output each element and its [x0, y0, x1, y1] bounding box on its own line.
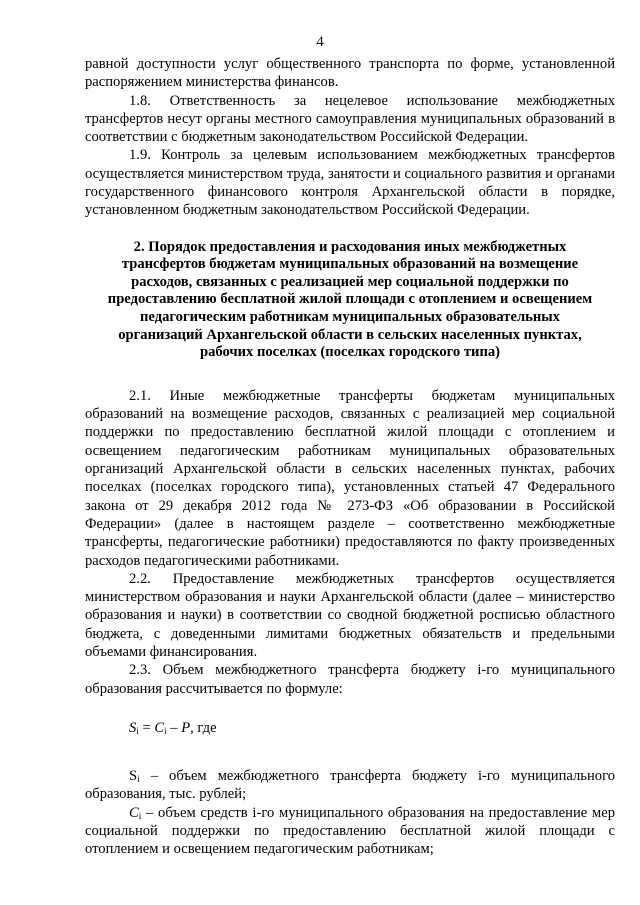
formula: [129, 719, 615, 737]
section-heading: 2. Порядок предоставления и расходования иных межбюджетных трансфертов бюджетам муниципальных образований на возмещение расходов, связанных с реализацией мер социальной поддержки по предоставлению бесплатной жилой площади с отоплением и освещением педагогическим работникам муниципальных образовательных организаций Архангельской области в сельских населенных пунктах, рабочих поселках (поселках городского типа): [107, 238, 593, 361]
formula-s-sub: i: [136, 725, 139, 736]
definition-si-text: – объем межбюджетного трансферта бюджету i-го муниципального образования, тыс. рублей;: [85, 768, 615, 803]
paragraph-continuation: равной доступности услуг общественного транспорта по форме, установленной распоряжением министерства финансов.: [85, 56, 615, 91]
paragraph-1-9: 1.9. Контроль за целевым использованием межбюджетных трансфертов осуществляется министерством труда, занятости и социального развития и органами государственного финансового контроля Архангельской области в порядке, установленном бюджетным законодательством Российской Федерации.: [85, 147, 615, 219]
page-number: 4: [316, 34, 324, 50]
formula-p: P: [181, 719, 191, 736]
paragraph-1-8: 1.8. Ответственность за нецелевое использование межбюджетных трансфертов несут органы местного самоуправления муниципальных образований в соответствии с бюджетным законодательством Российской Федерации.: [85, 92, 615, 146]
formula-s: S: [129, 719, 137, 736]
definition-ci: [85, 804, 615, 859]
paragraph-2-2: 2.2. Предоставление межбюджетных трансфертов осуществляется министерством образования и науки Архангельской области (далее – министерство образования и науки) в соответствии со сводной бюджетной росписью областного бюджета, с доведенными лимитами бюджетных обязательств и предельными объемами финансирования.: [85, 570, 615, 660]
definition-ci-symbol: C: [129, 804, 139, 821]
definition-si-symbol: S: [129, 768, 138, 785]
formula-c-sub: i: [164, 725, 167, 736]
definition-ci-sub: i: [138, 810, 142, 821]
formula-c: C: [154, 719, 165, 736]
formula-eq: =: [138, 719, 155, 736]
definition-si: [85, 767, 615, 804]
paragraph-2-1: 2.1. Иные межбюджетные трансферты бюджетам муниципальных образований на возмещение расходов, связанных с реализацией мер социальной поддержки по предоставлению бесплатной жилой площади с отоплением и освещением педагогическим работникам муниципальных образовательных организаций Архангельской области в сельских населенных пунктах, рабочих поселках (поселках городского типа), установленных статьей 47 Федерального закона от 29 декабря 2012 года № 273-ФЗ «Об образовании в Российской Федерации» (далее в настоящем разделе – соответственно межбюджетные трансферты, педагогические работники) предоставляются по факту произведенных расходов педагогическими работниками.: [85, 387, 615, 569]
paragraph-2-3: 2.3. Объем межбюджетного трансферта бюджету i-го муниципального образования рассчитывается по формуле:: [85, 662, 615, 697]
definition-ci-text: – объем средств i-го муниципального образования на предоставление мер социальной поддержки по предоставлению бесплатной жилой площади с отоплением и освещением педагогическим работникам;: [85, 804, 615, 858]
formula-minus: –: [166, 719, 182, 736]
formula-tail: , где: [190, 719, 217, 736]
definition-si-sub: i: [137, 774, 140, 785]
document-body: [85, 55, 615, 859]
